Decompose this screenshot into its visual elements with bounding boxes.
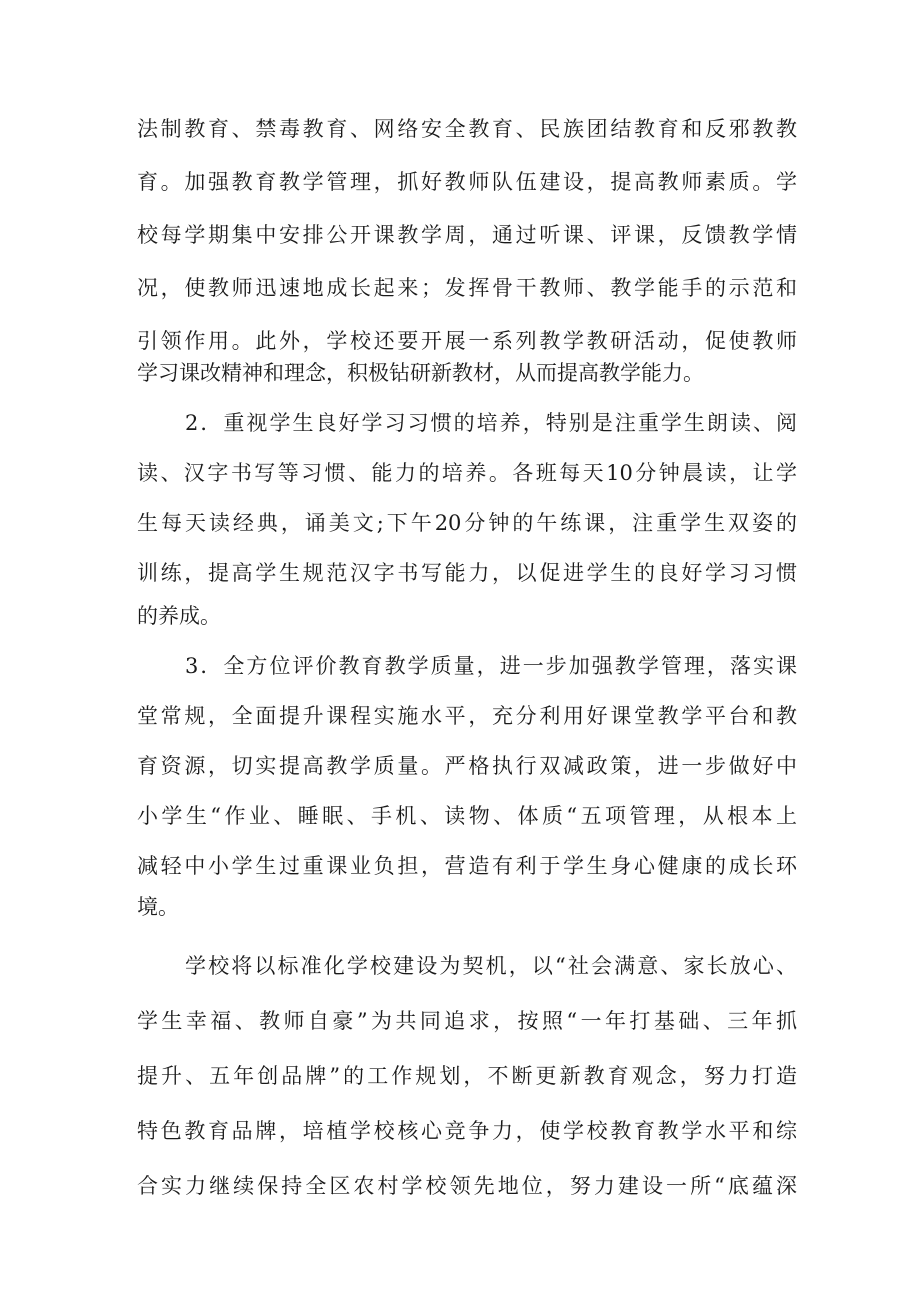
paragraph-1-line-1: 法制教育、禁毒教育、网络安全教育、民族团结教育和反邪教教 xyxy=(137,117,797,141)
paragraph-3-line-2: 堂常规，全面提升课程实施水平，充分利用好课堂教学平台和教 xyxy=(137,704,797,728)
paragraph-4-line-2: 学生幸福、教师自豪”为共同追求，按照“一年打基础、三年抓 xyxy=(137,1009,797,1033)
paragraph-3-line-3: 育资源，切实提高教学质量。严格执行双减政策，进一步做好中 xyxy=(137,754,797,778)
paragraph-2-line-3: 生每天读经典，诵美文;下午20分钟的午练课，注重学生双姿的 xyxy=(137,511,797,535)
paragraph-4-line-4: 特色教育品牌，培植学校核心竞争力，使学校教育教学水平和综 xyxy=(137,1119,797,1143)
paragraph-1-line-6: 学习课改精神和理念，积极钻研新教材，从而提高教学能力。 xyxy=(137,361,704,385)
paragraph-3-line-4: 小学生“作业、睡眠、手机、读物、体质“五项管理，从根本上 xyxy=(137,804,797,828)
paragraph-1-line-4: 况，使教师迅速地成长起来；发挥骨干教师、教学能手的示范和 xyxy=(137,276,797,300)
paragraph-1-line-2: 育。加强教育教学管理，抓好教师队伍建设，提高教师素质。学 xyxy=(137,170,797,194)
paragraph-2-line-2: 读、汉字书写等习惯、能力的培养。各班每天10分钟晨读，让学 xyxy=(137,461,797,485)
paragraph-1-line-3: 校每学期集中安排公开课教学周，通过听课、评课，反馈教学情 xyxy=(137,223,797,247)
paragraph-2-line-1: 2．重视学生良好学习习惯的培养，特别是注重学生朗读、阅 xyxy=(185,411,797,435)
paragraph-2-line-5: 的养成。 xyxy=(137,604,221,628)
paragraph-3-line-1: 3．全方位评价教育教学质量，进一步加强教学管理，落实课 xyxy=(185,654,797,678)
paragraph-3-line-5: 减轻中小学生过重课业负担，营造有利于学生身心健康的成长环 xyxy=(137,854,797,878)
paragraph-4-line-1: 学校将以标准化学校建设为契机，以“社会满意、家长放心、 xyxy=(185,954,797,978)
paragraph-4-line-3: 提升、五年创品牌”的工作规划，不断更新教育观念，努力打造 xyxy=(137,1064,797,1088)
paragraph-1-line-5: 引领作用。此外，学校还要开展一系列教学教研活动，促使教师 xyxy=(137,329,797,353)
paragraph-2-line-4: 训练，提高学生规范汉字书写能力，以促进学生的良好学习习惯 xyxy=(137,561,797,585)
paragraph-3-line-6: 境。 xyxy=(137,895,179,919)
paragraph-4-line-5: 合实力继续保持全区农村学校领先地位，努力建设一所“底蕴深 xyxy=(137,1174,797,1198)
